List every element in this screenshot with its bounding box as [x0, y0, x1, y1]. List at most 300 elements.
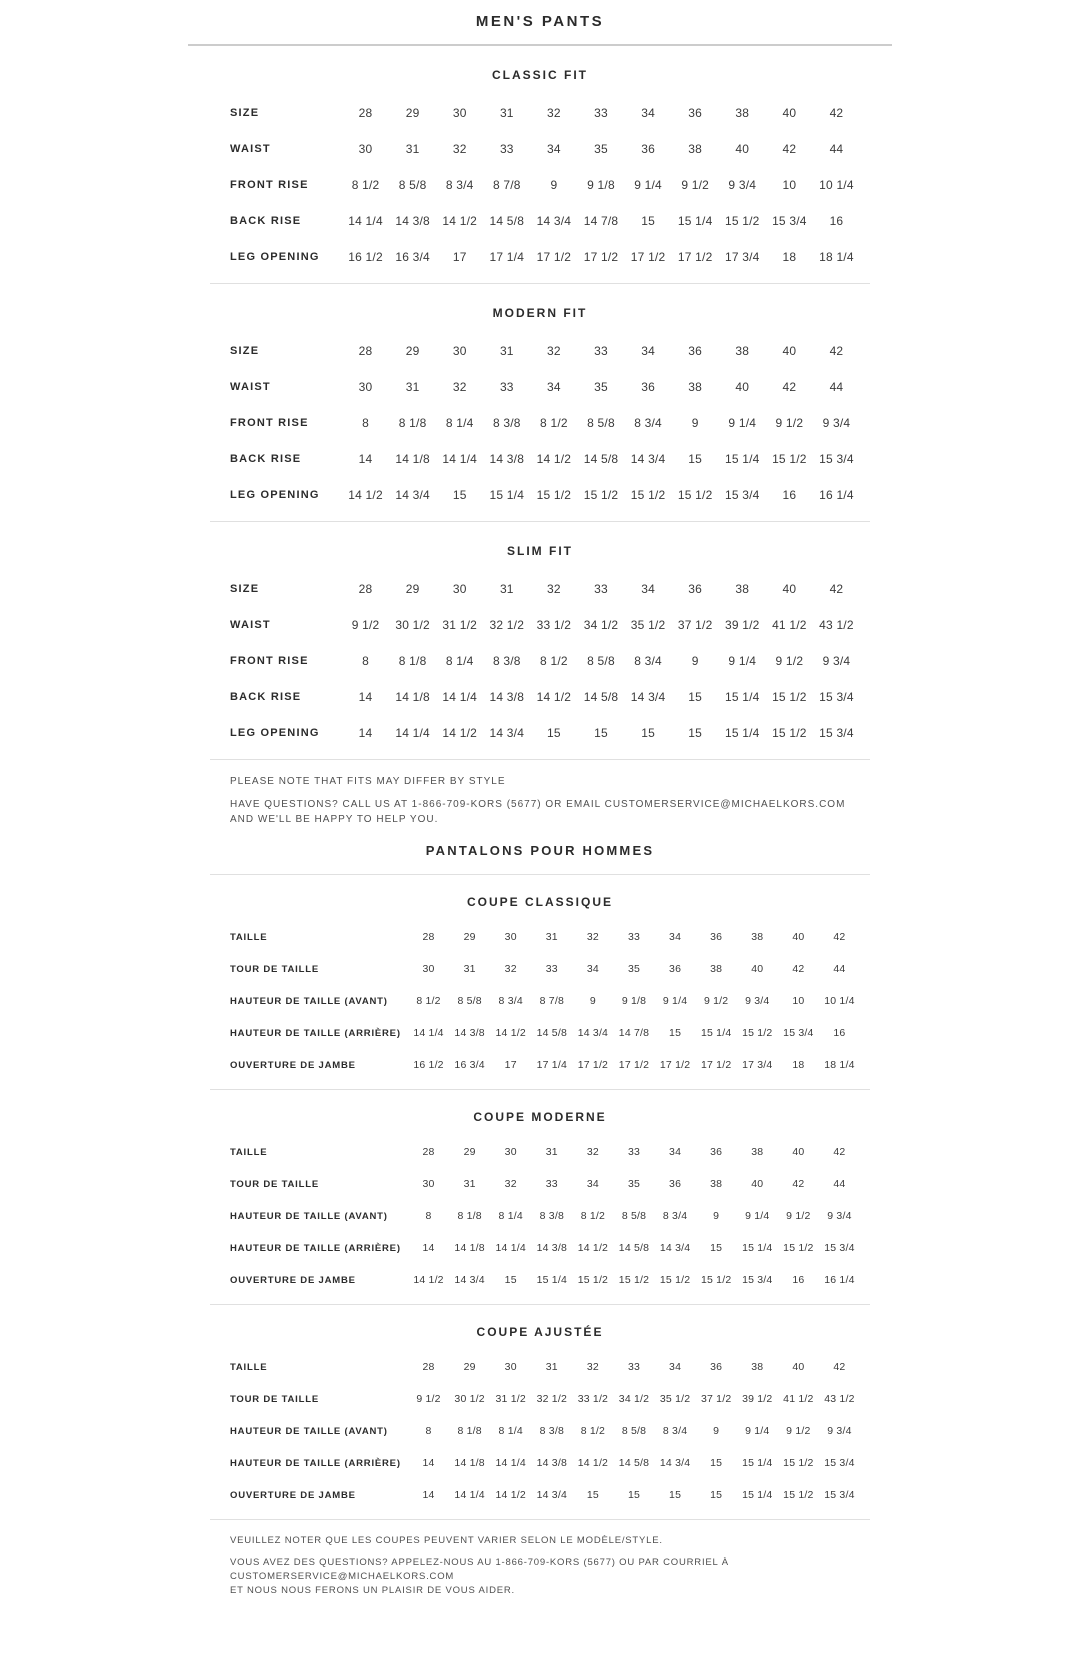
size-value-cell: 39 1/2 [724, 618, 760, 632]
size-value-cell: 14 1/4 [454, 1489, 485, 1501]
size-value-cell: 14 3/8 [489, 690, 525, 704]
size-value-cell: 40 [782, 344, 797, 358]
size-value-cell: 9 3/4 [822, 416, 851, 430]
row-label: LEG OPENING [230, 489, 320, 501]
size-value-cell: 15 1/4 [742, 1457, 773, 1469]
size-value-cell: 35 1/2 [659, 1393, 691, 1405]
size-value-cell: 38 [751, 1146, 764, 1158]
size-value-cell: 34 [669, 931, 682, 943]
size-value-cell: 38 [735, 106, 750, 120]
size-value-cell: 30 [504, 1146, 517, 1158]
english-size-charts [210, 46, 870, 874]
size-value-cell: 34 1/2 [583, 618, 619, 632]
size-value-cell: 17 1/2 [659, 1059, 691, 1071]
row-label: FRONT RISE [230, 655, 309, 667]
size-value-cell: 33 [594, 344, 608, 358]
section-title: SLIM FIT [507, 544, 573, 558]
size-value-cell: 15 1/2 [677, 488, 713, 502]
size-value-cell: 15 [669, 1027, 682, 1039]
size-value-cell: 15 1/2 [772, 690, 807, 704]
size-value-cell: 16 1/4 [824, 1274, 855, 1286]
size-value-cell: 14 3/8 [536, 1242, 568, 1254]
size-value-cell: 32 [586, 1146, 599, 1158]
size-value-cell: 8 3/4 [634, 416, 662, 430]
size-value-cell: 14 1/2 [413, 1274, 444, 1286]
size-value-cell: 15 1/2 [783, 1457, 814, 1469]
size-value-cell: 14 1/8 [454, 1457, 485, 1469]
table-row [210, 985, 870, 1017]
table-row [210, 1264, 870, 1296]
size-value-cell: 17 1/4 [489, 250, 525, 264]
size-value-cell: 15 1/2 [618, 1274, 650, 1286]
size-value-cell: 28 [422, 1361, 435, 1373]
size-value-cell: 32 [586, 931, 599, 943]
size-value-cell: 15 [594, 726, 608, 740]
size-value-cell: 17 3/4 [724, 250, 760, 264]
size-value-cell: 15 [547, 726, 561, 740]
size-chart-sections-fr [210, 875, 870, 1520]
size-value-cell: 16 [829, 214, 844, 228]
notes-en [210, 760, 870, 831]
size-value-cell: 10 1/4 [824, 995, 855, 1007]
size-value-cell: 15 1/2 [536, 488, 572, 502]
row-label: TOUR DE TAILLE [230, 963, 319, 975]
table-row [210, 921, 870, 953]
size-value-cell: 8 1/2 [540, 654, 568, 668]
size-value-cell: 14 5/8 [583, 452, 619, 466]
size-value-cell: 17 1/2 [536, 250, 572, 264]
row-label: WAIST [230, 619, 271, 631]
size-value-cell: 29 [405, 344, 420, 358]
size-value-cell: 9 3/4 [822, 654, 851, 668]
size-value-cell: 31 [499, 582, 514, 596]
size-value-cell: 40 [792, 931, 805, 943]
size-value-cell: 15 [641, 214, 655, 228]
fit-section [210, 284, 870, 521]
size-value-cell: 33 [499, 380, 514, 394]
size-value-cell: 42 [782, 142, 797, 156]
size-value-cell: 33 [499, 142, 514, 156]
size-value-cell: 33 1/2 [536, 618, 572, 632]
section-title: COUPE AJUSTÉE [476, 1325, 604, 1339]
section-title: COUPE MODERNE [473, 1110, 607, 1124]
size-value-cell: 40 [782, 582, 797, 596]
size-value-cell: 15 [688, 690, 703, 704]
size-value-cell: 38 [710, 963, 723, 975]
size-value-cell: 30 [358, 142, 373, 156]
size-value-cell: 14 1/4 [348, 214, 383, 228]
size-value-cell: 31 1/2 [442, 618, 477, 632]
size-value-cell: 8 1/4 [445, 654, 474, 668]
table-row [210, 607, 870, 643]
size-value-cell: 17 1/2 [630, 250, 666, 264]
size-value-cell: 41 1/2 [783, 1393, 814, 1405]
fit-section [210, 522, 870, 759]
size-value-cell: 38 [735, 582, 750, 596]
size-value-cell: 15 3/4 [819, 452, 854, 466]
size-value-cell: 8 1/2 [416, 995, 441, 1007]
table-row [210, 477, 870, 513]
size-value-cell: 42 [829, 106, 844, 120]
size-value-cell: 8 [362, 416, 369, 430]
size-value-cell: 38 [688, 380, 703, 394]
size-value-cell: 28 [358, 344, 373, 358]
size-value-cell: 9 1/4 [634, 178, 662, 192]
size-value-cell: 15 [627, 1489, 641, 1501]
size-value-cell: 33 [594, 582, 608, 596]
size-value-cell: 14 [422, 1489, 435, 1501]
size-value-cell: 15 1/2 [772, 452, 807, 466]
size-value-cell: 40 [792, 1361, 805, 1373]
size-value-cell: 36 [688, 582, 703, 596]
row-label: TAILLE [230, 1361, 268, 1373]
size-value-cell: 43 1/2 [824, 1393, 855, 1405]
size-value-cell: 39 1/2 [742, 1393, 773, 1405]
size-value-cell: 14 1/4 [395, 726, 430, 740]
size-value-cell: 34 [641, 106, 655, 120]
size-value-cell: 31 [499, 344, 514, 358]
size-value-cell: 42 [792, 963, 805, 975]
size-value-cell: 9 [550, 178, 558, 192]
size-value-cell: 14 3/4 [395, 488, 430, 502]
size-value-cell: 14 1/2 [577, 1242, 609, 1254]
size-value-cell: 9 [713, 1425, 720, 1437]
size-value-cell: 16 1/2 [413, 1059, 444, 1071]
size-value-cell: 8 5/8 [621, 1425, 647, 1437]
size-value-cell: 9 1/2 [416, 1393, 441, 1405]
size-value-cell: 34 [669, 1361, 682, 1373]
size-value-cell: 42 [833, 1146, 846, 1158]
size-value-cell: 17 1/2 [677, 250, 713, 264]
row-label: TOUR DE TAILLE [230, 1178, 319, 1190]
row-label: FRONT RISE [230, 179, 309, 191]
size-value-cell: 15 3/4 [824, 1489, 855, 1501]
size-value-cell: 33 [594, 106, 608, 120]
row-label: HAUTEUR DE TAILLE (ARRIÈRE) [230, 1242, 401, 1254]
size-value-cell: 33 [545, 1178, 558, 1190]
size-value-cell: 8 3/8 [492, 654, 521, 668]
table-row [210, 131, 870, 167]
table-row [210, 369, 870, 405]
size-value-cell: 34 [669, 1146, 682, 1158]
size-value-cell: 15 [669, 1489, 682, 1501]
row-label: HAUTEUR DE TAILLE (AVANT) [230, 1425, 388, 1437]
size-value-cell: 14 1/4 [442, 452, 477, 466]
size-value-cell: 14 1/2 [495, 1489, 526, 1501]
french-size-charts [210, 875, 870, 1602]
size-value-cell: 32 [504, 1178, 517, 1190]
size-value-cell: 8 5/8 [398, 178, 427, 192]
size-value-cell: 36 [669, 1178, 682, 1190]
size-value-cell: 9 [691, 416, 699, 430]
size-value-cell: 8 [425, 1425, 432, 1437]
size-value-cell: 15 [452, 488, 467, 502]
size-value-cell: 30 [358, 380, 373, 394]
note-fit-disclaimer-en: PLEASE NOTE THAT FITS MAY DIFFER BY STYLE [230, 776, 506, 787]
size-value-cell: 9 1/4 [662, 995, 688, 1007]
size-value-cell: 36 [710, 931, 723, 943]
size-value-cell: 32 [547, 106, 561, 120]
size-value-cell: 31 [405, 142, 420, 156]
size-value-cell: 14 3/4 [536, 214, 572, 228]
size-value-cell: 15 [641, 726, 655, 740]
size-value-cell: 33 1/2 [577, 1393, 609, 1405]
size-value-cell: 8 1/4 [498, 1210, 523, 1222]
size-value-cell: 15 3/4 [819, 690, 854, 704]
size-value-cell: 8 1/2 [351, 178, 380, 192]
size-value-cell: 9 1/2 [786, 1425, 811, 1437]
size-value-cell: 32 [452, 380, 467, 394]
size-value-cell: 35 [627, 1178, 641, 1190]
size-value-cell: 15 1/4 [536, 1274, 568, 1286]
size-value-cell: 14 1/8 [395, 452, 430, 466]
size-value-cell: 30 [504, 931, 517, 943]
size-value-cell: 8 3/8 [539, 1425, 564, 1437]
fit-section [210, 875, 870, 1089]
row-label: OUVERTURE DE JAMBE [230, 1489, 356, 1501]
size-value-cell: 14 3/8 [454, 1027, 485, 1039]
size-value-cell: 14 3/4 [659, 1242, 691, 1254]
size-value-cell: 10 [792, 995, 805, 1007]
size-value-cell: 30 1/2 [454, 1393, 485, 1405]
size-value-cell: 14 [358, 690, 373, 704]
size-value-cell: 15 1/4 [724, 452, 760, 466]
size-value-cell: 16 [792, 1274, 805, 1286]
size-value-cell: 8 3/4 [634, 654, 662, 668]
size-value-cell: 14 3/4 [577, 1027, 609, 1039]
size-value-cell: 35 [594, 142, 608, 156]
size-value-cell: 30 [452, 106, 467, 120]
notes-fr [210, 1520, 870, 1602]
size-value-cell: 8 3/4 [445, 178, 474, 192]
size-value-cell: 8 5/8 [621, 1210, 647, 1222]
size-value-cell: 37 1/2 [677, 618, 713, 632]
size-value-cell: 36 [688, 106, 703, 120]
size-value-cell: 14 1/2 [577, 1457, 609, 1469]
row-label: OUVERTURE DE JAMBE [230, 1059, 356, 1071]
size-value-cell: 9 3/4 [728, 178, 757, 192]
row-label: BACK RISE [230, 691, 302, 703]
size-value-cell: 40 [735, 380, 750, 394]
size-value-cell: 14 [422, 1242, 435, 1254]
size-value-cell: 9 1/4 [745, 1425, 770, 1437]
size-value-cell: 43 1/2 [819, 618, 854, 632]
size-value-cell: 34 1/2 [618, 1393, 650, 1405]
table-row [210, 1447, 870, 1479]
row-label: LEG OPENING [230, 251, 320, 263]
table-row [210, 1017, 870, 1049]
size-value-cell: 36 [669, 963, 682, 975]
size-value-cell: 15 [504, 1274, 517, 1286]
size-value-cell: 9 3/4 [827, 1210, 852, 1222]
size-value-cell: 29 [405, 106, 420, 120]
size-value-cell: 18 [782, 250, 797, 264]
size-value-cell: 15 1/2 [630, 488, 666, 502]
size-value-cell: 37 1/2 [700, 1393, 732, 1405]
row-label: WAIST [230, 381, 271, 393]
size-value-cell: 28 [358, 582, 373, 596]
size-value-cell: 42 [829, 344, 844, 358]
row-label: WAIST [230, 143, 271, 155]
size-value-cell: 9 [691, 654, 699, 668]
size-value-cell: 14 1/2 [348, 488, 383, 502]
size-value-cell: 32 [504, 963, 517, 975]
size-value-cell: 29 [463, 1361, 476, 1373]
size-value-cell: 40 [792, 1146, 805, 1158]
size-value-cell: 14 3/4 [630, 690, 666, 704]
size-value-cell: 44 [833, 1178, 846, 1190]
fit-section [210, 1305, 870, 1519]
table-row [210, 571, 870, 607]
size-value-cell: 9 1/2 [703, 995, 729, 1007]
size-value-cell: 8 5/8 [587, 416, 615, 430]
row-label: LEG OPENING [230, 727, 320, 739]
note-spacer [230, 789, 850, 797]
size-value-cell: 15 1/2 [583, 488, 619, 502]
row-label: TAILLE [230, 931, 268, 943]
row-label: BACK RISE [230, 215, 302, 227]
size-value-cell: 44 [829, 142, 844, 156]
size-value-cell: 28 [422, 931, 435, 943]
size-value-cell: 14 [358, 452, 373, 466]
table-row [210, 203, 870, 239]
size-value-cell: 14 5/8 [489, 214, 525, 228]
size-value-cell: 15 [688, 726, 703, 740]
size-value-cell: 9 1/4 [728, 416, 757, 430]
size-value-cell: 17 [504, 1059, 517, 1071]
size-value-cell: 28 [422, 1146, 435, 1158]
table-row [210, 167, 870, 203]
page-title-french: PANTALONS POUR HOMMES [425, 843, 655, 858]
size-value-cell: 34 [641, 344, 655, 358]
size-value-cell: 15 1/2 [783, 1242, 814, 1254]
size-value-cell: 8 3/8 [492, 416, 521, 430]
size-value-cell: 18 1/4 [824, 1059, 855, 1071]
size-chart-sections-en [210, 46, 870, 760]
size-value-cell: 29 [463, 931, 476, 943]
size-value-cell: 31 [405, 380, 420, 394]
size-value-cell: 32 [547, 582, 561, 596]
size-value-cell: 9 1/2 [681, 178, 710, 192]
size-value-cell: 15 1/4 [742, 1242, 773, 1254]
size-value-cell: 30 1/2 [395, 618, 430, 632]
size-value-cell: 8 5/8 [457, 995, 482, 1007]
size-value-cell: 14 5/8 [536, 1027, 568, 1039]
size-value-cell: 38 [710, 1178, 723, 1190]
size-value-cell: 15 3/4 [819, 726, 854, 740]
note-contact-fr-line1: VOUS AVEZ DES QUESTIONS? APPELEZ-NOUS AU 1-866-709-KORS (5677) OU PAR COURRIEL À CUSTOMERSERVICE@MICHAELKORS.COM [230, 1557, 729, 1582]
size-value-cell: 16 1/4 [819, 488, 854, 502]
row-label: TAILLE [230, 1146, 268, 1158]
size-value-cell: 8 1/8 [457, 1425, 482, 1437]
size-value-cell: 33 [545, 963, 558, 975]
row-label: HAUTEUR DE TAILLE (AVANT) [230, 995, 388, 1007]
size-value-cell: 34 [547, 142, 561, 156]
size-value-cell: 42 [792, 1178, 805, 1190]
size-value-cell: 15 [586, 1489, 599, 1501]
size-value-cell: 15 1/2 [772, 726, 807, 740]
size-value-cell: 40 [751, 963, 764, 975]
size-value-cell: 33 [627, 1146, 641, 1158]
size-value-cell: 35 1/2 [630, 618, 666, 632]
row-label: HAUTEUR DE TAILLE (AVANT) [230, 1210, 388, 1222]
size-value-cell: 34 [641, 582, 655, 596]
section-title: COUPE CLASSIQUE [466, 895, 613, 909]
size-value-cell: 18 [792, 1059, 805, 1071]
bottom-whitespace [0, 1602, 1080, 1662]
size-value-cell: 8 1/2 [580, 1210, 606, 1222]
size-value-cell: 10 [782, 178, 797, 192]
note-spacer [230, 1548, 850, 1556]
note-fit-disclaimer-fr: VEUILLEZ NOTER QUE LES COUPES PEUVENT VARIER SELON LE MODÈLE/STYLE. [230, 1535, 663, 1546]
size-value-cell: 42 [829, 582, 844, 596]
size-value-cell: 15 [710, 1489, 723, 1501]
fit-section [210, 46, 870, 283]
size-value-cell: 14 3/4 [659, 1457, 691, 1469]
size-value-cell: 36 [641, 380, 655, 394]
table-row [210, 953, 870, 985]
size-value-cell: 35 [627, 963, 641, 975]
row-label: SIZE [230, 583, 260, 595]
size-value-cell: 15 1/4 [724, 726, 760, 740]
size-value-cell: 9 1/8 [587, 178, 615, 192]
size-value-cell: 17 1/2 [618, 1059, 650, 1071]
size-value-cell: 18 1/4 [819, 250, 854, 264]
size-value-cell: 15 1/4 [700, 1027, 732, 1039]
size-value-cell: 9 3/4 [745, 995, 770, 1007]
table-row [210, 1168, 870, 1200]
size-value-cell: 38 [751, 931, 764, 943]
size-value-cell: 14 1/2 [536, 690, 572, 704]
size-value-cell: 15 3/4 [824, 1457, 855, 1469]
size-value-cell: 14 1/2 [495, 1027, 526, 1039]
size-value-cell: 14 1/4 [413, 1027, 444, 1039]
size-value-cell: 16 1/2 [348, 250, 383, 264]
size-value-cell: 15 [710, 1242, 723, 1254]
row-label: SIZE [230, 107, 260, 119]
size-value-cell: 15 1/2 [700, 1274, 732, 1286]
size-value-cell: 32 [547, 344, 561, 358]
size-value-cell: 14 1/2 [442, 726, 477, 740]
size-value-cell: 28 [358, 106, 373, 120]
size-value-cell: 14 7/8 [583, 214, 619, 228]
size-value-cell: 17 1/4 [536, 1059, 568, 1071]
table-row [210, 239, 870, 275]
size-value-cell: 14 5/8 [618, 1242, 650, 1254]
size-value-cell: 9 1/2 [775, 654, 804, 668]
section-title: CLASSIC FIT [492, 68, 588, 82]
row-label: HAUTEUR DE TAILLE (ARRIÈRE) [230, 1027, 401, 1039]
size-value-cell: 15 3/4 [724, 488, 760, 502]
size-value-cell: 34 [586, 1178, 599, 1190]
row-label: OUVERTURE DE JAMBE [230, 1274, 356, 1286]
size-value-cell: 35 [594, 380, 608, 394]
size-value-cell: 9 1/2 [775, 416, 804, 430]
row-label: BACK RISE [230, 453, 302, 465]
row-label: SIZE [230, 345, 260, 357]
table-row [210, 405, 870, 441]
size-value-cell: 14 3/4 [489, 726, 525, 740]
size-value-cell: 14 3/8 [395, 214, 430, 228]
size-value-cell: 15 1/2 [783, 1489, 814, 1501]
table-row [210, 1136, 870, 1168]
size-value-cell: 8 5/8 [587, 654, 615, 668]
size-value-cell: 15 3/4 [742, 1274, 773, 1286]
size-value-cell: 33 [627, 931, 641, 943]
size-value-cell: 14 [422, 1457, 435, 1469]
size-value-cell: 15 1/2 [577, 1274, 609, 1286]
size-value-cell: 8 7/8 [492, 178, 521, 192]
